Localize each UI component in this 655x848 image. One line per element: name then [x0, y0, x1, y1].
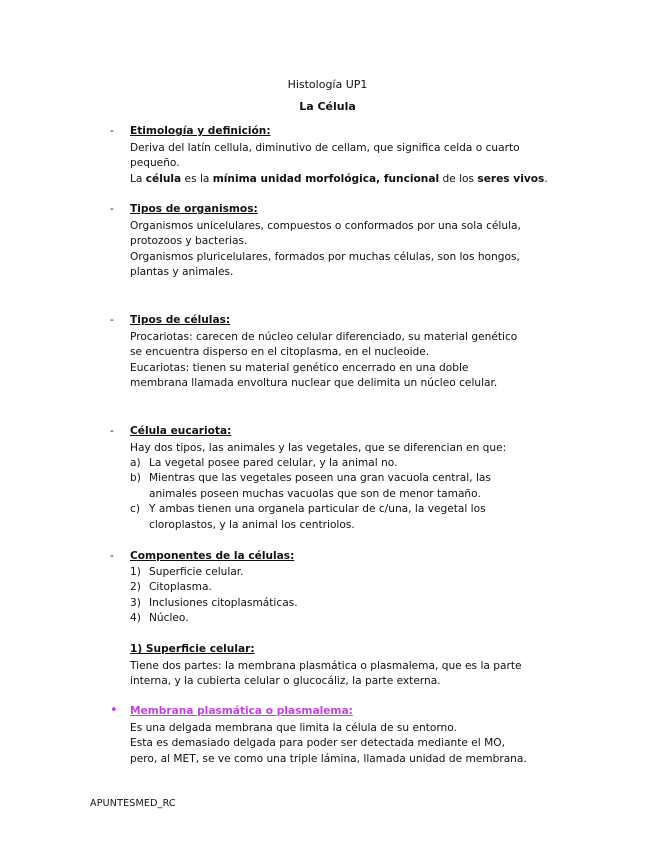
paragraph-line: Esta es demasiado delgada para poder ser detectada mediante el MO,	[130, 737, 505, 749]
paragraph-line: se encuentra disperso en el citoplasma, en el nucleoide.	[130, 346, 430, 358]
paragraph-line: membrana llamada envoltura nuclear que delimita un núcleo celular.	[130, 377, 498, 389]
list-item-continuation: cloroplastos, y la animal los centriolos.	[149, 519, 355, 531]
dash-bullet: -	[110, 125, 114, 137]
subsection-heading: 1) Superficie celular:	[130, 643, 255, 655]
list-item: Inclusiones citoplasmáticas.	[149, 597, 298, 609]
dash-bullet: -	[110, 314, 114, 326]
list-item: La vegetal posee pared celular, y la animal no.	[149, 457, 398, 469]
paragraph-line: pero, al MET, se ve como una triple lámina, llamada unidad de membrana.	[130, 753, 527, 765]
list-marker: 1)	[130, 566, 141, 578]
section-heading: Tipos de organismos:	[130, 203, 258, 215]
document-title: Histología UP1	[287, 78, 368, 91]
list-item: Mientras que las vegetales poseen una gran vacuola central, las	[149, 472, 491, 484]
bullet-icon: •	[110, 703, 118, 718]
list-marker: b)	[130, 472, 141, 484]
list-item-continuation: animales poseen muchas vacuolas que son de menor tamaño.	[149, 488, 481, 500]
list-item: Superficie celular.	[149, 566, 244, 578]
paragraph-line: Procariotas: carecen de núcleo celular diferenciado, su material genético	[130, 331, 518, 343]
section-heading: Célula eucariota:	[130, 425, 232, 437]
document-subtitle: La Célula	[299, 100, 356, 113]
paragraph-line: Hay dos tipos, las animales y las vegetales, que se diferencian en que:	[130, 442, 507, 454]
paragraph-line: Es una delgada membrana que limita la célula de su entorno.	[130, 722, 457, 734]
paragraph-line: Eucariotas: tienen su material genético encerrado en una doble	[130, 362, 469, 374]
paragraph-line: plantas y animales.	[130, 266, 234, 278]
list-marker: 2)	[130, 581, 141, 593]
footer-text: APUNTESMED_RC	[90, 798, 176, 809]
section-heading: Tipos de células:	[130, 314, 231, 326]
list-marker: 3)	[130, 597, 141, 609]
list-item: Citoplasma.	[149, 581, 212, 593]
list-item: Núcleo.	[149, 612, 189, 624]
paragraph-line: Deriva del latín cellula, diminutivo de cellam, que significa celda o cuarto	[130, 142, 520, 154]
dash-bullet: -	[110, 550, 114, 562]
subsection-heading: Membrana plasmática o plasmalema:	[130, 705, 353, 717]
definition-line: La célula es la mínima unidad morfológica, funcional de los seres vivos.	[130, 173, 548, 185]
list-marker: c)	[130, 503, 140, 515]
paragraph-line: protozoos y bacterias.	[130, 235, 248, 247]
paragraph-line: pequeño.	[130, 157, 180, 169]
section-heading: Componentes de la células:	[130, 550, 295, 562]
list-marker: a)	[130, 457, 141, 469]
list-marker: 4)	[130, 612, 141, 624]
dash-bullet: -	[110, 425, 114, 437]
paragraph-line: interna, y la cubierta celular o glucocáliz, la parte externa.	[130, 675, 441, 687]
section-heading: Etimología y definición:	[130, 125, 271, 137]
list-item: Y ambas tienen una organela particular de c/una, la vegetal los	[149, 503, 486, 515]
paragraph-line: Tiene dos partes: la membrana plasmática o plasmalema, que es la parte	[130, 660, 522, 672]
paragraph-line: Organismos pluricelulares, formados por muchas células, son los hongos,	[130, 251, 520, 263]
dash-bullet: -	[110, 203, 114, 215]
paragraph-line: Organismos unicelulares, compuestos o conformados por una sola célula,	[130, 220, 521, 232]
